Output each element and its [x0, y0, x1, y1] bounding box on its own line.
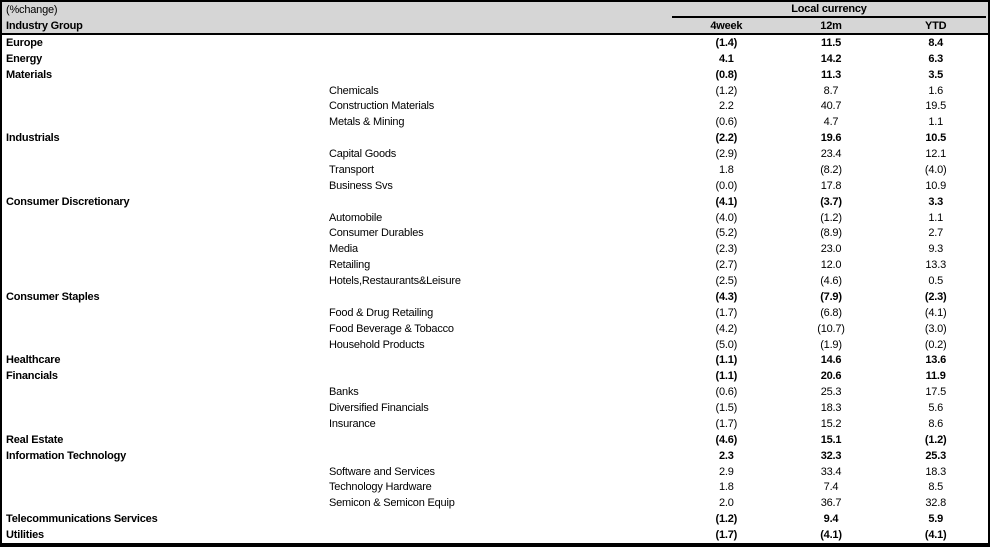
table-row — [2, 146, 988, 162]
value-ytd: 17.5 — [925, 386, 946, 399]
row-values — [674, 146, 988, 162]
value-ytd: 1.6 — [928, 84, 944, 97]
row-label: Europe — [6, 36, 43, 49]
value-ytd: (3.0) — [924, 322, 947, 335]
row-label: Software and Services — [329, 465, 435, 478]
row-label: Materials — [6, 68, 52, 81]
value-12m: 23.0 — [820, 243, 842, 256]
value-12m: 11.5 — [821, 36, 842, 49]
value-4week: (1.1) — [715, 370, 738, 383]
row-values — [674, 321, 988, 337]
value-4week: 2.2 — [718, 100, 734, 113]
value-4week: (2.7) — [715, 259, 738, 272]
value-ytd: 10.9 — [925, 179, 946, 192]
row-label: Semicon & Semicon Equip — [329, 497, 455, 510]
value-12m: (8.9) — [820, 227, 842, 240]
value-4week: (2.3) — [715, 243, 738, 256]
value-12m: 25.3 — [820, 386, 842, 399]
value-12m: (8.2) — [820, 163, 842, 176]
value-12m: 15.1 — [820, 433, 842, 446]
row-values — [674, 289, 988, 305]
row-label: Business Svs — [329, 179, 393, 192]
row-values — [674, 210, 988, 226]
row-values — [674, 416, 988, 432]
table-row — [2, 51, 988, 67]
row-values — [674, 162, 988, 178]
row-label: Capital Goods — [329, 148, 397, 161]
value-12m: 14.6 — [820, 354, 842, 367]
value-4week: (1.7) — [715, 306, 738, 319]
table-row — [2, 416, 988, 432]
value-ytd: (4.1) — [924, 529, 947, 542]
row-label: Energy — [6, 52, 43, 65]
row-label: Real Estate — [6, 433, 64, 446]
value-12m: 17.8 — [820, 179, 842, 192]
value-12m: 23.4 — [820, 148, 842, 161]
header-row-columns — [2, 18, 988, 33]
table-row — [2, 337, 988, 353]
table-row — [2, 384, 988, 400]
table-row — [2, 241, 988, 257]
row-values — [674, 226, 988, 242]
row-label: Utilities — [6, 529, 44, 542]
table-row — [2, 400, 988, 416]
column-header-ytd: YTD — [924, 19, 947, 32]
row-label: Banks — [329, 386, 359, 399]
row-values — [674, 241, 988, 257]
value-ytd: 18.3 — [925, 465, 946, 478]
value-ytd: (4.1) — [924, 306, 947, 319]
table-body — [2, 35, 988, 543]
value-ytd: 5.9 — [928, 513, 944, 526]
value-4week: (2.9) — [715, 148, 738, 161]
column-headers — [674, 18, 988, 33]
row-label: Transport — [329, 163, 374, 176]
row-values — [674, 83, 988, 99]
row-values — [674, 495, 988, 511]
value-4week: (1.2) — [715, 84, 738, 97]
row-values — [674, 194, 988, 210]
value-ytd: 25.3 — [925, 449, 946, 462]
value-12m: 9.4 — [823, 513, 839, 526]
row-label: Diversified Financials — [329, 402, 429, 415]
value-ytd: 8.4 — [928, 36, 944, 49]
value-4week: 2.0 — [718, 497, 734, 510]
value-12m: (10.7) — [817, 322, 845, 335]
value-4week: (5.2) — [715, 227, 738, 240]
table-row — [2, 289, 988, 305]
row-label: Technology Hardware — [329, 481, 432, 494]
table-row — [2, 178, 988, 194]
row-values — [674, 337, 988, 353]
value-ytd: 32.8 — [925, 497, 946, 510]
value-12m: 12.0 — [820, 259, 842, 272]
value-ytd: 13.3 — [925, 259, 946, 272]
row-label: Household Products — [329, 338, 425, 351]
row-label: Automobile — [329, 211, 383, 224]
row-label: Insurance — [329, 417, 376, 430]
value-4week: (4.3) — [715, 290, 738, 303]
row-values — [674, 305, 988, 321]
table-row — [2, 321, 988, 337]
row-values — [674, 67, 988, 83]
row-values — [674, 353, 988, 369]
row-label: Information Technology — [6, 449, 127, 462]
column-header-4week: 4week — [710, 19, 743, 32]
table-row — [2, 273, 988, 289]
value-4week: 4.1 — [718, 52, 734, 65]
value-12m: 11.3 — [821, 68, 842, 81]
row-values — [674, 464, 988, 480]
value-12m: 4.7 — [823, 116, 839, 129]
table-row — [2, 305, 988, 321]
row-values — [674, 273, 988, 289]
value-ytd: 6.3 — [928, 52, 944, 65]
value-4week: (1.7) — [715, 417, 738, 430]
table-row — [2, 353, 988, 369]
value-4week: (4.6) — [715, 433, 738, 446]
value-ytd: 2.7 — [928, 227, 944, 240]
value-4week: 1.8 — [718, 163, 734, 176]
value-ytd: 12.1 — [925, 148, 946, 161]
value-ytd: 1.1 — [928, 116, 944, 129]
value-ytd: 8.6 — [928, 417, 944, 430]
row-label: Media — [329, 243, 358, 256]
industry-group-header: Industry Group — [6, 19, 83, 32]
table-row — [2, 257, 988, 273]
value-ytd: (2.3) — [924, 290, 947, 303]
value-4week: (4.2) — [715, 322, 738, 335]
value-ytd: 11.9 — [925, 370, 946, 383]
value-4week: (1.2) — [715, 513, 738, 526]
value-ytd: 5.6 — [928, 402, 944, 415]
value-12m: 36.7 — [820, 497, 842, 510]
percent-change-label: (%change) — [6, 4, 58, 16]
table-row — [2, 464, 988, 480]
value-ytd: (0.2) — [924, 338, 947, 351]
table-row — [2, 67, 988, 83]
value-4week: (1.5) — [715, 402, 738, 415]
row-label: Consumer Staples — [6, 290, 100, 303]
row-label: Healthcare — [6, 354, 61, 367]
row-values — [674, 448, 988, 464]
value-ytd: 1.1 — [928, 211, 944, 224]
value-12m: 40.7 — [820, 100, 842, 113]
value-ytd: 3.3 — [928, 195, 944, 208]
value-4week: 2.9 — [718, 465, 734, 478]
table-row — [2, 162, 988, 178]
header-row-currency — [2, 2, 988, 18]
value-4week: (4.0) — [715, 211, 738, 224]
value-ytd: 10.5 — [925, 132, 946, 145]
table-row — [2, 432, 988, 448]
value-12m: (1.2) — [820, 211, 842, 224]
table-row — [2, 495, 988, 511]
row-values — [674, 257, 988, 273]
table-row — [2, 194, 988, 210]
table-row — [2, 368, 988, 384]
row-values — [674, 527, 988, 543]
row-label: Financials — [6, 370, 58, 383]
row-values — [674, 99, 988, 115]
value-ytd: 13.6 — [925, 354, 946, 367]
value-4week: (0.6) — [715, 386, 738, 399]
value-12m: (4.1) — [820, 529, 842, 542]
row-label: Telecommunications Services — [6, 513, 158, 526]
row-values — [674, 368, 988, 384]
row-values — [674, 400, 988, 416]
row-values — [674, 432, 988, 448]
row-values — [674, 480, 988, 496]
row-label: Food & Drug Retailing — [329, 306, 434, 319]
value-ytd: (1.2) — [924, 433, 947, 446]
column-header-12m: 12m — [820, 19, 842, 32]
table-row — [2, 35, 988, 51]
row-values — [674, 511, 988, 527]
value-12m: 33.4 — [820, 465, 842, 478]
value-4week: (1.7) — [715, 529, 738, 542]
row-label: Food Beverage & Tobacco — [329, 322, 454, 335]
row-label: Chemicals — [329, 84, 379, 97]
value-4week: (4.1) — [715, 195, 738, 208]
row-values — [674, 114, 988, 130]
value-4week: (0.6) — [715, 116, 738, 129]
value-12m: 20.6 — [820, 370, 842, 383]
value-12m: 14.2 — [820, 52, 842, 65]
table-row — [2, 130, 988, 146]
table-row — [2, 226, 988, 242]
value-12m: 7.4 — [823, 481, 839, 494]
table-header — [2, 2, 988, 35]
row-values — [674, 178, 988, 194]
row-values — [674, 130, 988, 146]
value-ytd: 8.5 — [928, 481, 944, 494]
row-values — [674, 384, 988, 400]
table-row — [2, 480, 988, 496]
value-12m: (7.9) — [820, 290, 842, 303]
value-12m: 15.2 — [820, 417, 842, 430]
value-4week: (1.4) — [715, 36, 738, 49]
value-ytd: (4.0) — [924, 163, 947, 176]
value-4week: (0.8) — [715, 68, 738, 81]
table-row — [2, 83, 988, 99]
value-12m: (1.9) — [820, 338, 842, 351]
row-label: Construction Materials — [329, 100, 435, 113]
row-label: Retailing — [329, 259, 371, 272]
value-12m: (3.7) — [820, 195, 842, 208]
row-values — [674, 51, 988, 67]
value-ytd: 0.5 — [928, 275, 944, 288]
table-row — [2, 527, 988, 543]
value-4week: 1.8 — [718, 481, 734, 494]
value-ytd: 19.5 — [925, 100, 946, 113]
value-12m: 19.6 — [820, 132, 842, 145]
currency-group-span — [672, 2, 986, 18]
value-12m: 8.7 — [823, 84, 839, 97]
table-row — [2, 114, 988, 130]
row-label: Industrials — [6, 132, 60, 145]
value-4week: (0.0) — [715, 179, 738, 192]
value-4week: (5.0) — [715, 338, 738, 351]
table-row — [2, 511, 988, 527]
row-values — [674, 35, 988, 51]
value-ytd: 9.3 — [928, 243, 944, 256]
row-label: Metals & Mining — [329, 116, 405, 129]
table-row — [2, 448, 988, 464]
row-label: Consumer Durables — [329, 227, 424, 240]
row-label: Hotels,Restaurants&Leisure — [329, 275, 461, 288]
value-12m: 18.3 — [820, 402, 842, 415]
value-4week: (2.2) — [715, 132, 738, 145]
value-12m: (6.8) — [820, 306, 842, 319]
row-label: Consumer Discretionary — [6, 195, 130, 208]
value-12m: (4.6) — [820, 275, 842, 288]
table-row — [2, 99, 988, 115]
value-4week: 2.3 — [718, 449, 734, 462]
local-currency-header: Local currency — [791, 3, 867, 15]
value-4week: (1.1) — [715, 354, 738, 367]
value-12m: 32.3 — [820, 449, 842, 462]
value-ytd: 3.5 — [928, 68, 944, 81]
table-row — [2, 210, 988, 226]
value-4week: (2.5) — [715, 275, 738, 288]
